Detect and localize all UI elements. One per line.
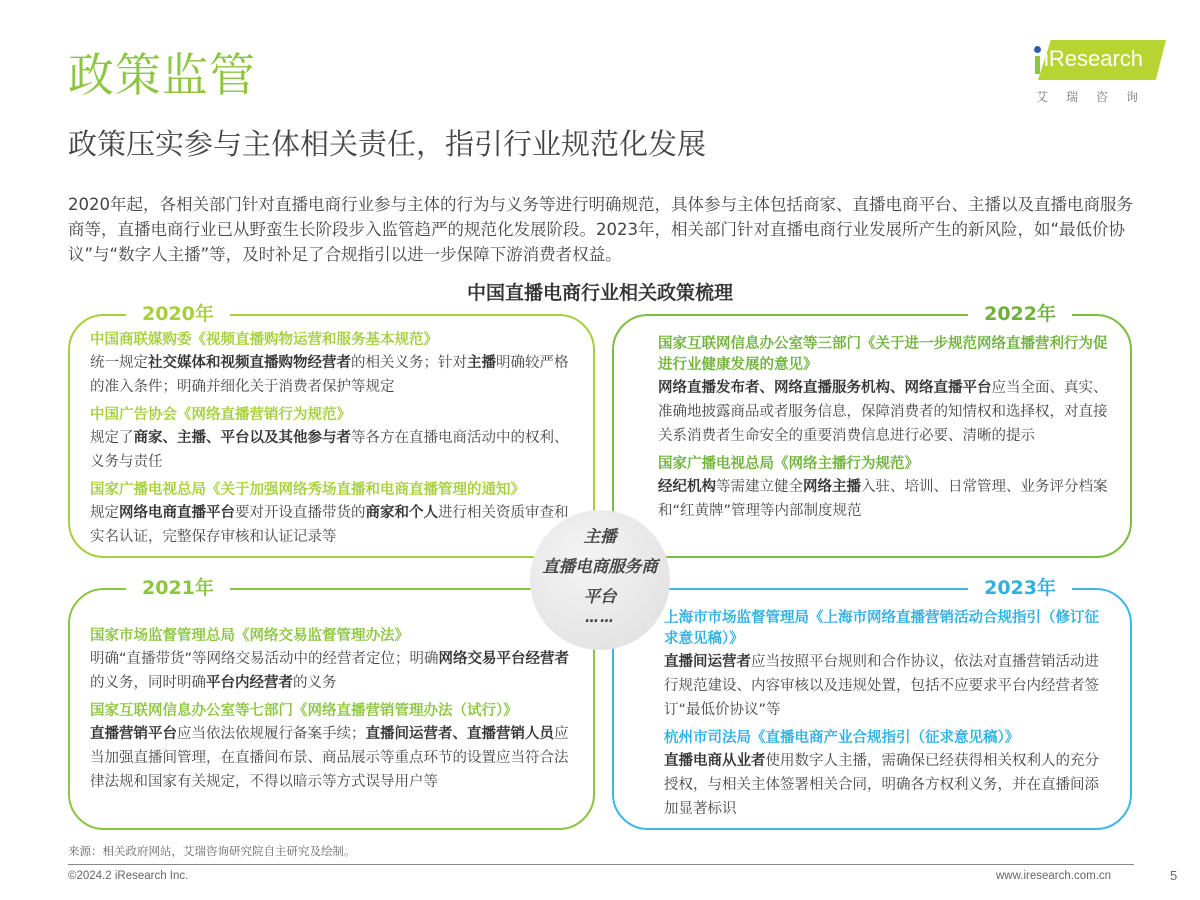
emphasis-text: 网络交易平台经营者 — [438, 651, 570, 667]
description-text: 统一规定 — [90, 355, 148, 371]
policy-title: 中国商联媒购委《视频直播购物运营和服务基本规范》 — [90, 332, 438, 348]
policy-list — [614, 316, 1130, 529]
emphasis-text: 直播电商从业者 — [664, 753, 766, 769]
description-text: 使用数字人主播，需确保已经获得相关权利人的充分授权，与相关主体签署相关合同，明确各方权利义务，并在直播间添加显著标识 — [664, 753, 1099, 817]
year-label: 2020年 — [126, 301, 230, 327]
policy-description — [658, 376, 1110, 448]
participant-anchor: 主播 — [583, 527, 617, 546]
policy-list — [70, 316, 593, 555]
policy-description — [90, 351, 573, 399]
policy-description — [90, 722, 573, 794]
policy-box-2022 — [612, 303, 1132, 558]
participant-platform: 平台 — [583, 587, 617, 606]
policy-item — [90, 626, 573, 695]
policy-description — [90, 647, 573, 695]
description-text: 入驻、培训、日常管理、业务评分档案和“红黄牌”管理等内部制度规范 — [658, 479, 1108, 519]
description-text: 的义务 — [293, 675, 337, 691]
policy-list — [614, 590, 1130, 827]
description-text: 进行相关资质审查和实名认证，完整保存审核和认证记录等 — [90, 505, 569, 545]
year-label: 2022年 — [968, 301, 1072, 327]
emphasis-text: 直播营销平台 — [90, 726, 177, 742]
emphasis-text: 直播间运营者 — [664, 654, 751, 670]
emphasis-text: 直播间运营者、直播营销人员 — [365, 726, 554, 742]
page-title: 政策监管 — [68, 48, 256, 102]
policy-item — [90, 405, 573, 474]
description-text: 规定 — [90, 505, 119, 521]
policy-item — [664, 608, 1110, 722]
policy-item — [90, 330, 573, 399]
policy-description — [90, 426, 573, 474]
source-note: 来源：相关政府网站，艾瑞咨询研究院自主研究及绘制。 — [68, 844, 356, 858]
description-text: 应当全面、真实、准确地披露商品或者服务信息，保障消费者的知情权和选择权，对直接关系消费者生命安全的重要消费信息进行必要、清晰的提示 — [658, 380, 1108, 444]
emphasis-text: 网络直播发布者、网络直播服务机构、网络直播平台 — [658, 380, 992, 396]
policy-title: 国家广播电视总局《关于加强网络秀场直播和电商直播管理的通知》 — [90, 482, 525, 498]
policy-description — [664, 749, 1110, 821]
participant-ellipsis: …… — [585, 610, 615, 626]
page-number: 5 — [1170, 868, 1178, 883]
emphasis-text: 商家和个人 — [365, 505, 438, 521]
description-text: 的义务，同时明确 — [90, 675, 206, 691]
policy-list — [70, 590, 593, 800]
year-label: 2021年 — [126, 575, 230, 601]
description-text: 要对开设直播带货的 — [235, 505, 366, 521]
policy-title: 国家市场监督管理总局《网络交易监督管理办法》 — [90, 628, 409, 644]
description-text: 应当按照平台规则和合作协议，依法对直播营销活动进行规范建设、内容审核以及违规处置，包括不应要求平台内经营者签订“最低价协议”等 — [664, 654, 1099, 718]
page-subtitle: 政策压实参与主体相关责任，指引行业规范化发展 — [68, 127, 707, 161]
policy-box-2023 — [612, 577, 1132, 830]
footer-divider — [68, 864, 1134, 865]
description-text: 明确“直播带货”等网络交易活动中的经营者定位；明确 — [90, 651, 439, 667]
emphasis-text: 商家、主播、平台以及其他参与者 — [133, 430, 351, 446]
emphasis-text: 社交媒体和视频直播购物经营者 — [148, 355, 351, 371]
policy-title: 上海市市场监督管理局《上海市网络直播营销活动合规指引（修订征求意见稿）》 — [664, 610, 1099, 647]
policy-description — [90, 501, 573, 549]
description-text: 应当加强直播间管理，在直播间布景、商品展示等重点环节的设置应当符合法律法规和国家有关规定，不得以暗示等方式误导用户等 — [90, 726, 569, 790]
description-text: 应当依法依规履行备案手续； — [177, 726, 366, 742]
logo-wordmark: iResearch — [1044, 46, 1144, 71]
policy-item — [90, 701, 573, 794]
website-link[interactable]: www.iresearch.com.cn — [996, 870, 1112, 882]
description-text: 等各方在直播电商活动中的权利、义务与责任 — [90, 430, 569, 470]
participant-service-provider: 直播电商服务商 — [542, 557, 658, 576]
emphasis-text: 主播 — [467, 355, 496, 371]
diagram-title: 中国直播电商行业相关政策梳理 — [466, 282, 733, 304]
logo-stem — [1035, 56, 1040, 74]
description-text: 等需建立健全 — [716, 479, 803, 495]
policy-box-2020 — [68, 303, 595, 558]
policy-item — [90, 480, 573, 549]
description-text: 明确较严格的准入条件；明确并细化关于消费者保护等规定 — [90, 355, 569, 395]
logo-cn-name: 艾瑞咨询 — [1036, 90, 1157, 104]
emphasis-text: 经纪机构 — [658, 479, 716, 495]
emphasis-text: 平台内经营者 — [206, 675, 293, 691]
policy-item — [658, 334, 1110, 448]
iresearch-logo — [1030, 40, 1170, 110]
copyright: ©2024.2 iResearch Inc. — [68, 870, 189, 882]
policy-title: 国家互联网信息办公室等三部门《关于进一步规范网络直播营利行为促进行业健康发展的意见》 — [658, 336, 1108, 373]
emphasis-text: 网络主播 — [803, 479, 861, 495]
policy-title: 中国广告协会《网络直播营销行为规范》 — [90, 407, 351, 423]
policy-title: 国家互联网信息办公室等七部门《网络直播营销管理办法（试行）》 — [90, 703, 518, 719]
policy-description — [664, 650, 1110, 722]
emphasis-text: 网络电商直播平台 — [119, 505, 235, 521]
intro-paragraph: 2020年起，各相关部门针对直播电商行业参与主体的行为与义务等进行明确规范，具体参与主体包括商家、直播电商平台、主播以及直播电商服务商等，直播电商行业已从野蛮生长阶段步入监管趋严的规范化发展阶段。2023年，相关部门针对直播电商行业发展所产生的新风险，如“最低价协议”与“数字人主播”等，及时补足了合规指引以进一步保障下游消费者权益。 — [68, 195, 1133, 264]
policy-item — [664, 728, 1110, 821]
description-text: 的相关义务；针对 — [351, 355, 467, 371]
participants-circle — [530, 510, 670, 650]
policy-item — [658, 454, 1110, 523]
policy-title: 杭州市司法局《直播电商产业合规指引（征求意见稿）》 — [664, 730, 1020, 746]
policy-box-2021 — [68, 577, 595, 830]
policy-description — [658, 475, 1110, 523]
year-label: 2023年 — [968, 575, 1072, 601]
logo-dot-icon — [1034, 46, 1041, 53]
policy-title: 国家广播电视总局《网络主播行为规范》 — [658, 456, 919, 472]
description-text: 规定了 — [90, 430, 134, 446]
